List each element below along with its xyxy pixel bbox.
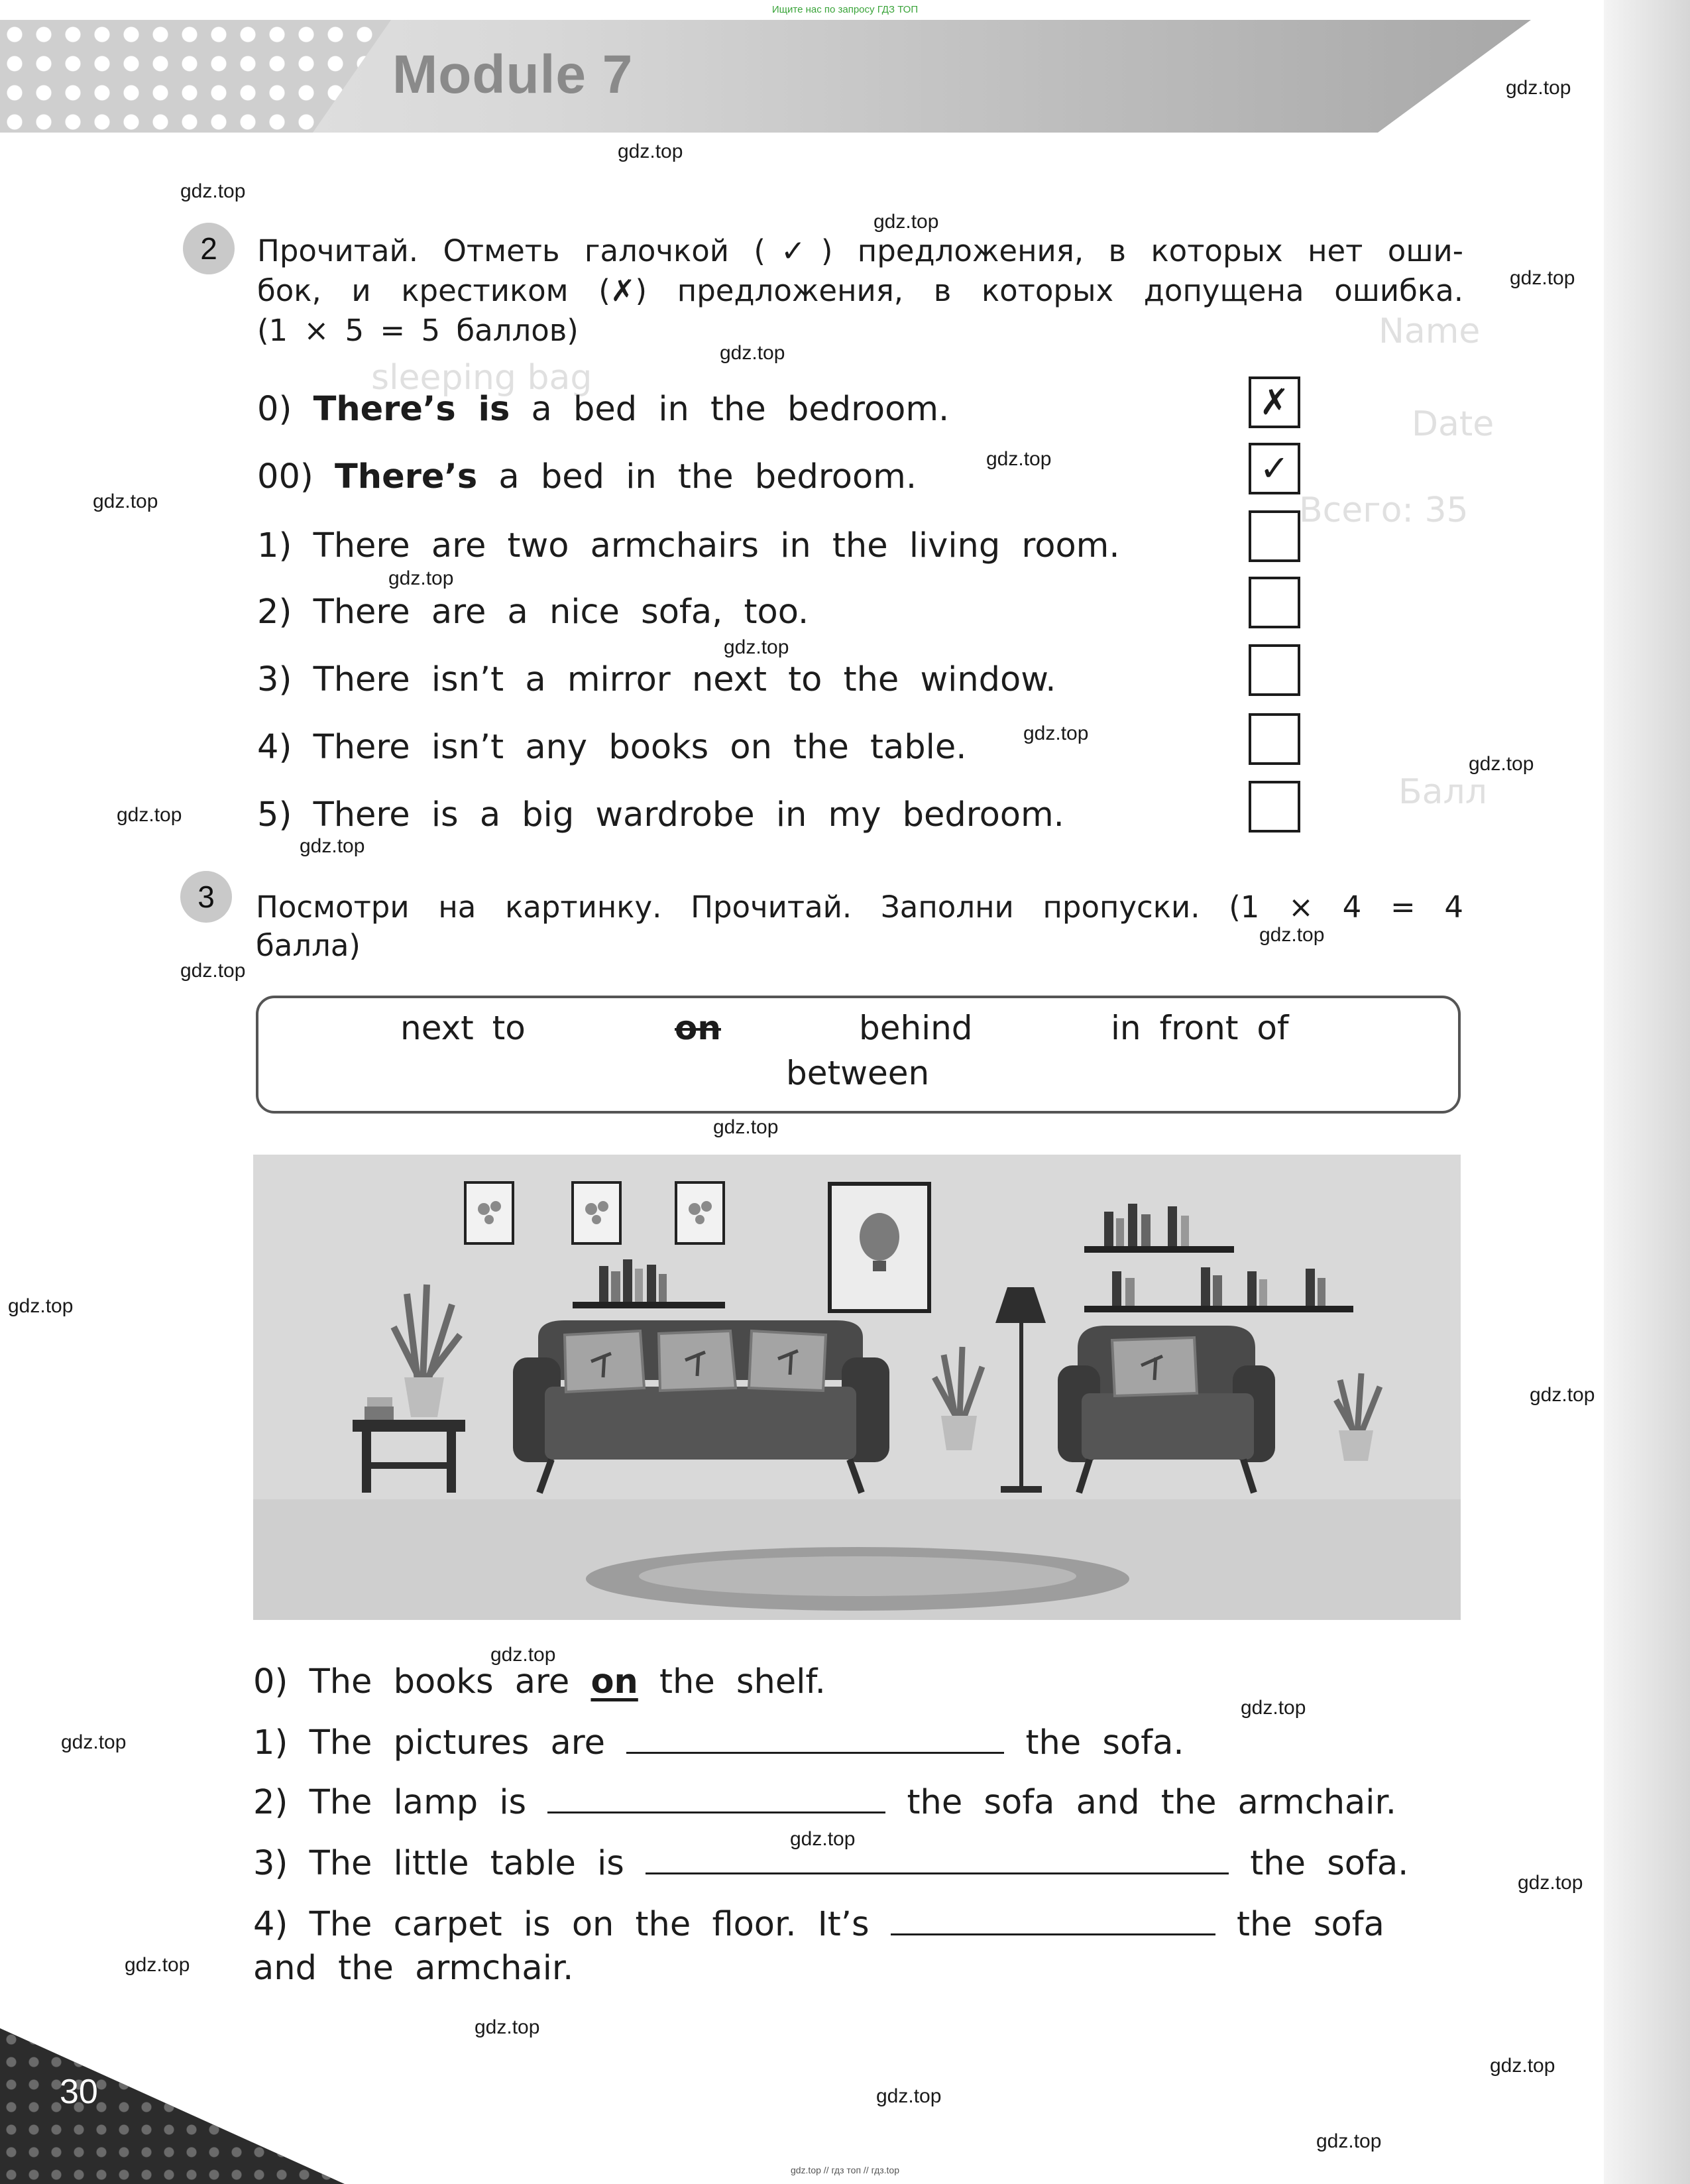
answer-checkbox-3[interactable]: [1249, 644, 1300, 696]
answer-checkbox-2[interactable]: [1249, 577, 1300, 628]
word-on-crossed: on: [675, 1009, 721, 1047]
task-3-number: 3: [180, 871, 232, 923]
sentence-text: the sofa.: [1025, 1723, 1184, 1762]
task-2-item-2: [257, 593, 809, 632]
task-3-sentence-3: [253, 1844, 1408, 1883]
word-in-front-of: in front of: [1111, 1009, 1289, 1047]
watermark: gdz.top: [790, 1828, 856, 1850]
item-text: a bed in the bedroom.: [498, 457, 917, 496]
watermark: gdz.top: [117, 804, 182, 826]
watermark: gdz.top: [713, 1116, 779, 1138]
task-3-sentence-2: [253, 1783, 1396, 1822]
watermark: gdz.top: [873, 211, 939, 233]
answer-checkbox-00[interactable]: ✓: [1249, 443, 1300, 494]
answer-checkbox-5[interactable]: [1249, 781, 1300, 833]
word-next-to: next to: [400, 1009, 526, 1047]
sentence-text: the sofa.: [1250, 1844, 1409, 1883]
item-number: 0): [257, 390, 292, 429]
watermark: gdz.top: [180, 180, 246, 202]
watermark: gdz.top: [180, 960, 246, 982]
watermark: gdz.top: [1490, 2055, 1555, 2077]
item-text: There are two armchairs in the living room.: [313, 526, 1120, 565]
watermark: gdz.top: [724, 636, 789, 658]
sentence-text: The little table is: [309, 1844, 624, 1883]
watermark: gdz.top: [1506, 77, 1571, 99]
bottom-note: gdz.top // гдз топ // гдз.top: [790, 2165, 900, 2175]
word-bank: [256, 996, 1461, 1114]
watermark: gdz.top: [93, 490, 158, 512]
task-3-sentence-1: [253, 1723, 1184, 1762]
sentence-number: 4): [253, 1905, 288, 1944]
item-text: There isn’t a mirror next to the window.: [313, 660, 1056, 699]
answer-checkbox-1[interactable]: [1249, 510, 1300, 562]
sentence-text: the shelf.: [659, 1662, 826, 1701]
watermark: gdz.top: [61, 1731, 127, 1753]
watermark: gdz.top: [1510, 267, 1575, 289]
living-room-illustration: [253, 1155, 1461, 1620]
answer-blank-3[interactable]: [646, 1846, 1229, 1874]
sentence-text: the sofa: [1236, 1905, 1384, 1944]
item-text: There are a nice sofa, too.: [313, 593, 809, 632]
watermark: gdz.top: [1316, 2130, 1382, 2152]
watermark: gdz.top: [8, 1295, 74, 1317]
item-error-words: There’s is: [313, 390, 510, 429]
instruction-line: бок, и крестиком (✗) предложения, в которых допущена ошибка.: [257, 273, 1463, 308]
sentence-text: The lamp is: [309, 1783, 527, 1822]
sentence-text: The carpet is on the floor. It’s: [309, 1905, 870, 1944]
answer-checkbox-0[interactable]: ✗: [1249, 376, 1300, 428]
instruction-line: (1 × 5 = 5 баллов): [257, 313, 579, 348]
instruction-line: Посмотри на картинку. Прочитай. Заполни пропуски. (1 × 4 = 4: [256, 890, 1463, 925]
watermark: gdz.top: [388, 567, 454, 589]
task-2-item-4: [257, 728, 966, 767]
top-note: Ищите нас по запросу ГДЗ ТОП: [771, 4, 919, 15]
answer-blank-2[interactable]: [547, 1785, 885, 1813]
item-number: 00): [257, 457, 313, 496]
task-2-item-0: [257, 390, 949, 429]
watermark: gdz.top: [1259, 924, 1325, 946]
item-text: There is a big wardrobe in my bedroom.: [313, 795, 1064, 834]
word-behind: behind: [859, 1009, 973, 1047]
watermark: gdz.top: [1518, 1872, 1583, 1894]
task-2-item-5: [257, 795, 1064, 834]
word-between: between: [786, 1054, 930, 1092]
item-number: 2): [257, 593, 292, 632]
item-number: 1): [257, 526, 292, 565]
page-number: 30: [60, 2073, 98, 2111]
task-3-sentence-4: [253, 1905, 1384, 1944]
watermark: gdz.top: [1530, 1384, 1595, 1406]
sentence-number: 2): [253, 1783, 288, 1822]
module-title: Module 7: [392, 44, 634, 105]
watermark: gdz.top: [986, 448, 1052, 470]
watermark: gdz.top: [125, 1954, 190, 1976]
sentence-answer: on: [591, 1662, 638, 1701]
watermark: gdz.top: [475, 2016, 540, 2038]
corner-dot-pattern: [0, 2028, 345, 2184]
watermark: gdz.top: [1241, 1697, 1306, 1719]
page-edge-shadow: [1604, 0, 1690, 2184]
instruction-line: Прочитай. Отметь галочкой (✓) предложения, в которых нет оши-: [257, 233, 1463, 268]
instruction-line: балла): [256, 928, 361, 963]
item-number: 5): [257, 795, 292, 834]
item-correct-words: There’s: [335, 457, 478, 496]
sentence-number: 1): [253, 1723, 288, 1762]
sentence-text: the sofa and the armchair.: [907, 1783, 1396, 1822]
watermark: gdz.top: [720, 342, 785, 364]
task-2-item-3: [257, 660, 1056, 699]
answer-blank-1[interactable]: [626, 1725, 1004, 1754]
answer-blank-4[interactable]: [891, 1907, 1215, 1935]
item-number: 3): [257, 660, 292, 699]
watermark: gdz.top: [618, 141, 683, 162]
watermark: gdz.top: [1023, 722, 1089, 744]
task-3-sentence-0: [253, 1662, 826, 1701]
watermark: gdz.top: [300, 835, 365, 857]
watermark: gdz.top: [490, 1644, 556, 1666]
answer-checkbox-4[interactable]: [1249, 713, 1300, 765]
sentence-number: 0): [253, 1662, 288, 1701]
sentence-text: The pictures are: [309, 1723, 606, 1762]
task-2-item-1: [257, 526, 1120, 565]
task-2-number: 2: [183, 223, 235, 274]
living-room-picture: [253, 1155, 1461, 1620]
item-number: 4): [257, 728, 292, 767]
item-text: There isn’t any books on the table.: [313, 728, 967, 767]
sentence-number: 3): [253, 1844, 288, 1883]
watermark: gdz.top: [1469, 753, 1534, 775]
task-2-item-00: [257, 457, 917, 496]
task-3-sentence-4-continued: and the armchair.: [253, 1949, 574, 1988]
item-text: a bed in the bedroom.: [531, 390, 950, 429]
watermark: gdz.top: [876, 2085, 942, 2107]
sentence-text: The books are: [309, 1662, 570, 1701]
